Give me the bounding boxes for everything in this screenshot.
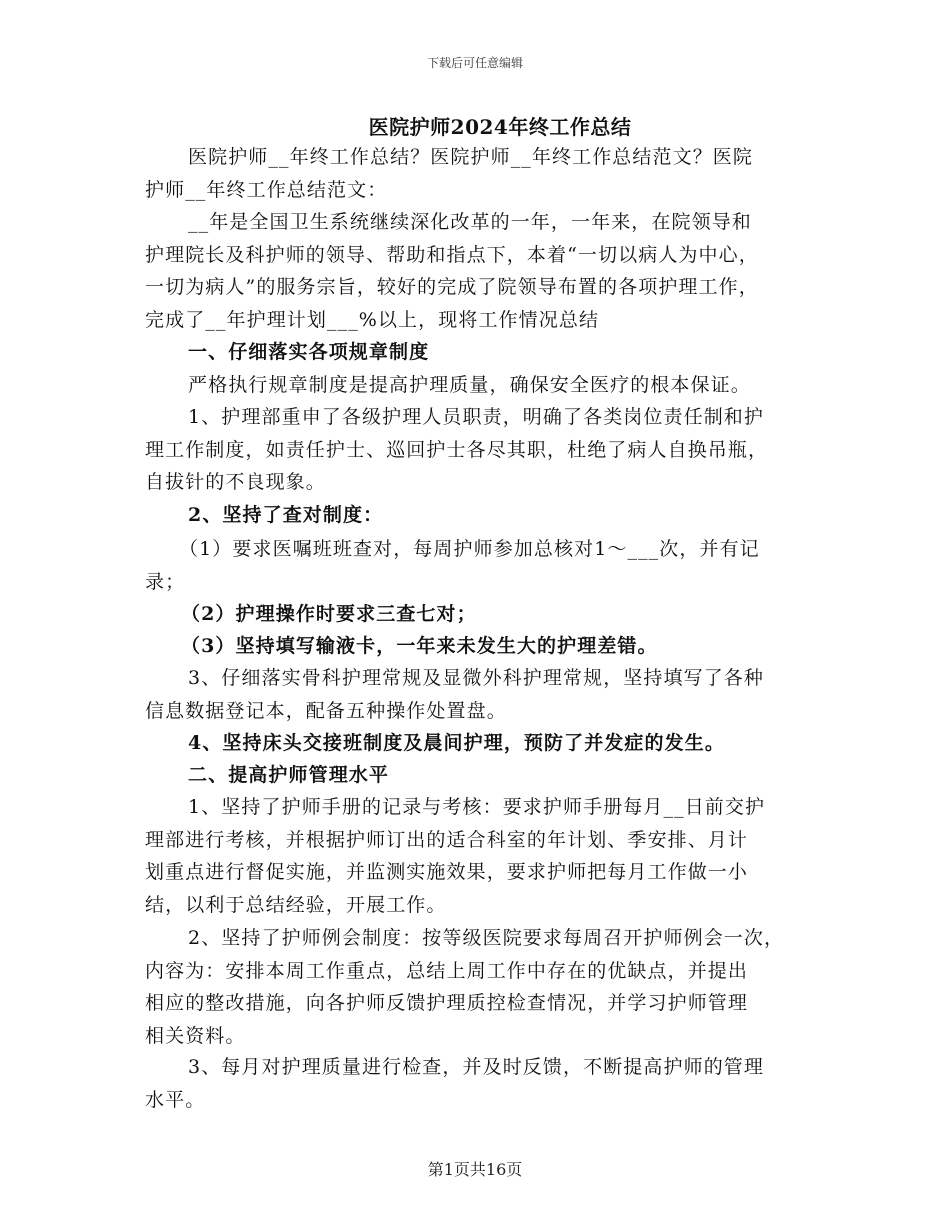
paragraph-line: 自拔针的不良现象。 (145, 471, 326, 493)
paragraph-line: 1、坚持了护师手册的记录与考核：要求护师手册每月__日前交护 (188, 796, 766, 818)
paragraph-line: 信息数据登记本，配备五种操作处置盘。 (145, 699, 507, 722)
paragraph-line: 结，以利于总结经验，开展工作。 (145, 893, 447, 916)
bold-item (145, 727, 863, 760)
page-header: 下载后可任意编辑 (426, 56, 523, 70)
section-heading (145, 759, 863, 792)
paragraph-line: 划重点进行督促实施，并监测实施效果，要求护师把每月工作做一小 (145, 861, 749, 883)
bold-item (145, 630, 856, 663)
paragraph-line: 护师__年终工作总结范文： (145, 178, 388, 201)
paragraph-line: 2、坚持了护师例会制度：按等级医院要求每周召开护师例会一次， (188, 927, 785, 949)
paragraph-line: 护理院长及科护师的领导、帮助和指点下，本着“一切以病人为中心， (145, 243, 759, 266)
document-title: 医院护师2024年终工作总结 (368, 115, 632, 139)
paragraph-line: 1、护理部重申了各级护理人员职责，明确了各类岗位责任制和护 (188, 406, 764, 428)
paragraph-line: 严格执行规章制度是提高护理质量，确保安全医疗的根本保证。 (188, 374, 751, 396)
body-paragraph (145, 791, 820, 921)
body-paragraph (145, 922, 820, 1052)
paragraph-line: 相关资料。 (145, 1024, 246, 1047)
body-paragraph (145, 369, 863, 402)
section-heading (145, 336, 863, 369)
paragraph-line: 医院护师__年终工作总结？医院护师__年终工作总结范文？医院 (188, 146, 754, 168)
paragraph-line: 相应的整改措施，向各护师反馈护理质控检查情况，并学习护师管理 (145, 992, 749, 1014)
heading-text: 二、提高护师管理水平 (188, 764, 390, 786)
paragraph-line: 完成了__年护理计划___%以上，现将工作情况总结 (145, 308, 600, 331)
paragraph-line: 3、每月对护理质量进行检查，并及时反馈，不断提高护师的管理 (188, 1056, 764, 1078)
heading-text: 一、仔细落实各项规章制度 (188, 341, 430, 363)
item-text: （3）坚持填写输液卡，一年来未发生大的护理差错。 (181, 635, 658, 657)
sub-heading (145, 499, 863, 532)
item-text: （2）护理操作时要求三查七对； (181, 603, 477, 625)
body-paragraph (145, 206, 820, 336)
body-paragraph (145, 401, 820, 499)
paragraph-line: （1）要求医嘱班班查对，每周护师参加总核对1～___次，并有记 (179, 538, 760, 560)
body-paragraph (145, 1051, 820, 1116)
body-paragraph (145, 533, 820, 598)
paragraph-line: 理部进行考核，并根据护师订出的适合科室的年计划、季安排、月计 (145, 828, 749, 851)
paragraph-line: 3、仔细落实骨科护理常规及显微外科护理常规，坚持填写了各种 (188, 667, 764, 689)
item-text: 4、坚持床头交接班制度及晨间护理，预防了并发症的发生。 (188, 732, 725, 754)
paragraph-line: __年是全国卫生系统继续深化改革的一年，一年来，在院领导和 (188, 211, 752, 233)
paragraph-line: 一切为病人”的服务宗旨，较好的完成了院领导布置的各项护理工作， (145, 276, 759, 298)
heading-text: 2、坚持了查对制度： (188, 504, 384, 526)
paragraph-line: 内容为：安排本周工作重点，总结上周工作中存在的优缺点，并提出 (145, 959, 749, 982)
bold-item (145, 598, 856, 631)
paragraph-line: 水平。 (145, 1088, 206, 1111)
intro-paragraph (145, 141, 820, 206)
page-footer: 第1页共16页 (427, 1160, 523, 1179)
paragraph-line: 理工作制度，如责任护士、巡回护士各尽其职，杜绝了病人自换吊瓶， (145, 438, 769, 461)
paragraph-line: 录； (145, 570, 186, 593)
body-paragraph (145, 662, 820, 727)
